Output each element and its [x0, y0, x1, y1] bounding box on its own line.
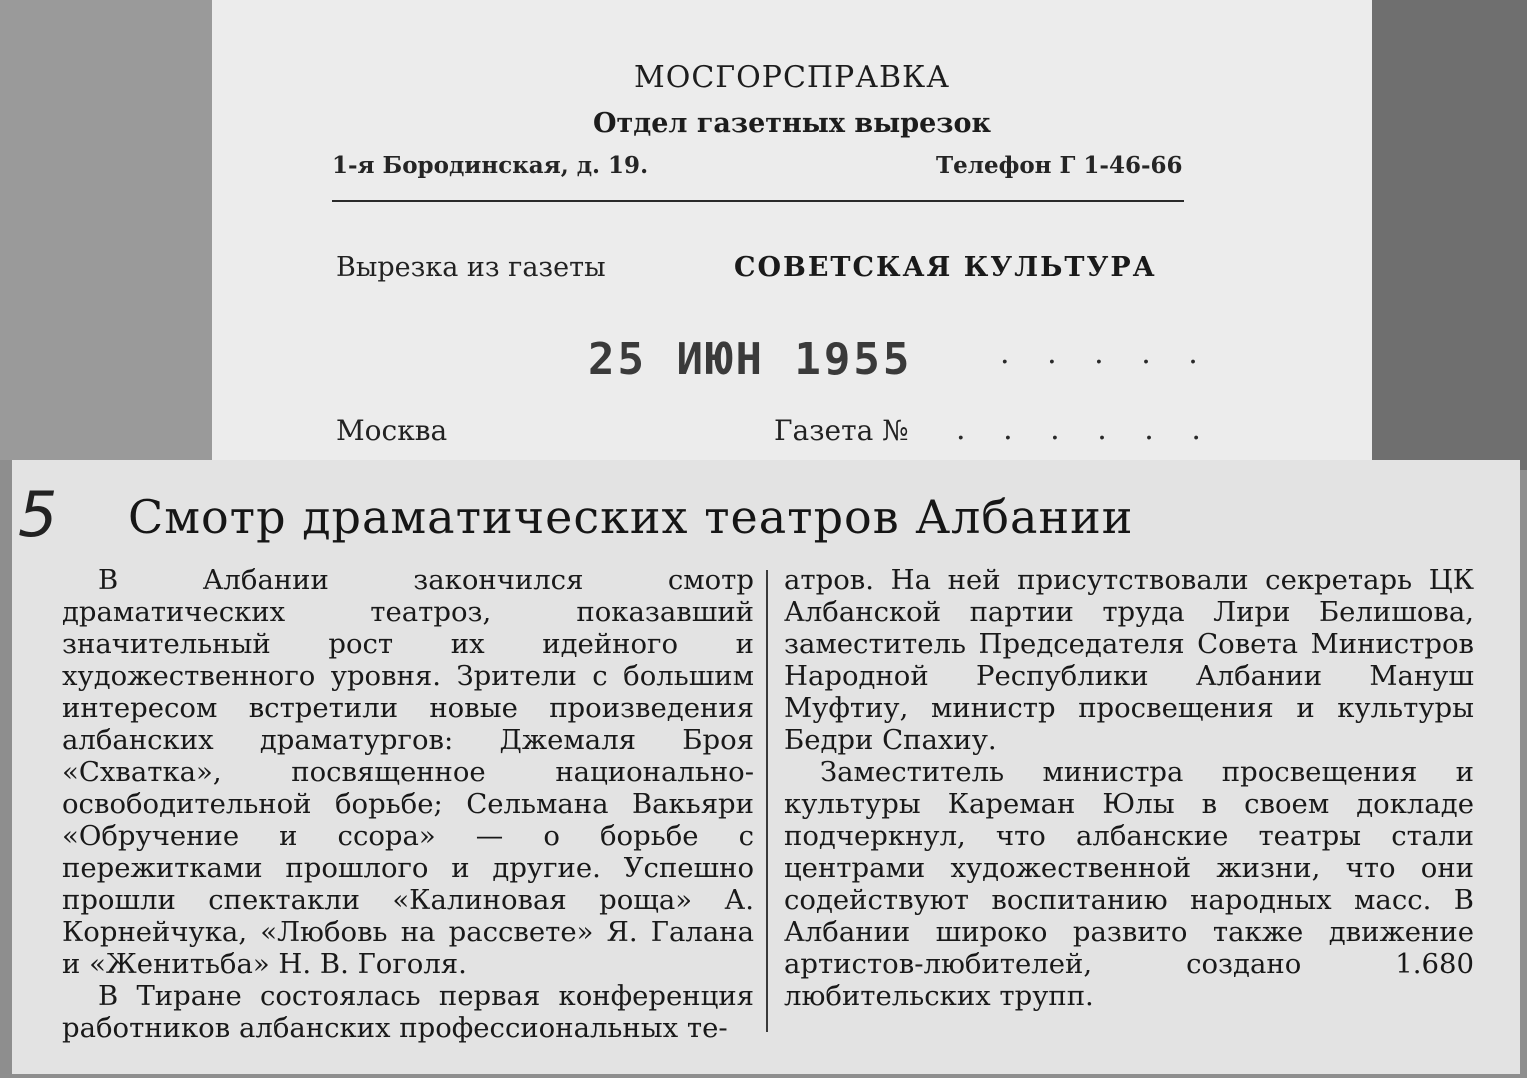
handwritten-number: 5	[18, 478, 58, 551]
slip-phone: Телефон Г 1-46-66	[936, 152, 1183, 179]
article-column-right	[784, 564, 1474, 1012]
article-title: Смотр драматических театров Албании	[128, 490, 1134, 544]
slip-issue-label: Газета №	[774, 414, 909, 447]
newspaper-clipping	[12, 460, 1520, 1074]
slip-department: Отдел газетных вырезок	[593, 108, 991, 139]
article-paragraph: В Албании закончился смотр драматических театроз, показавший значительный рост их идейного и художественного уровня. Зрители с большим интересом встретили новые произведения албанских драматургов: Джемаля Броя «Схватка», посвященное национально-освободительной борьбе; Сельмана Вакьяри «Обручение и ссора» — о борьбе с пережитками прошлого и другие. Успешно прошли спектакли «Калиновая роща» А. Корнейчука, «Любовь на рассвете» Я. Галана и «Женитьба» Н. В. Гоголя.	[62, 564, 754, 980]
slip-date-stamp: 25 ИЮН 1955	[588, 334, 913, 385]
slip-city: Москва	[336, 414, 448, 447]
slip-divider	[332, 200, 1184, 202]
slip-date-dots: . . . . .	[1000, 336, 1212, 371]
article-paragraph: Заместитель министра просвещения и культуры Кареман Юлы в своем докладе подчеркнул, что албанские театры стали центрами художественной жизни, что они содействуют воспитанию народных масс. В Албании широко развито также движение артистов-любителей, создано 1.680 любительских трупп.	[784, 756, 1474, 1012]
column-divider	[766, 570, 768, 1032]
slip-newspaper-name: СОВЕТСКАЯ КУЛЬТУРА	[734, 252, 1157, 283]
scan-background-right	[1372, 0, 1527, 470]
article-paragraph: В Тиране состоялась первая конференция работников албанских профессиональных те-	[62, 980, 754, 1044]
slip-cut-label: Вырезка из газеты	[336, 252, 606, 283]
article-paragraph: атров. На ней присутствовали секретарь ЦК Албанской партии труда Лири Белишова, заместитель Председателя Совета Министров Народной Республики Албании Мануш Муфтиу, министр просвещения и культуры Бедри Спахиу.	[784, 564, 1474, 756]
scan-background-left	[0, 0, 212, 460]
slip-address: 1-я Бородинская, д. 19.	[332, 152, 649, 179]
article-column-left	[62, 564, 754, 1044]
reference-slip	[212, 0, 1372, 470]
slip-organization: МОСГОРСПРАВКА	[634, 60, 950, 95]
slip-issue-dots: . . . . . .	[956, 412, 1215, 447]
